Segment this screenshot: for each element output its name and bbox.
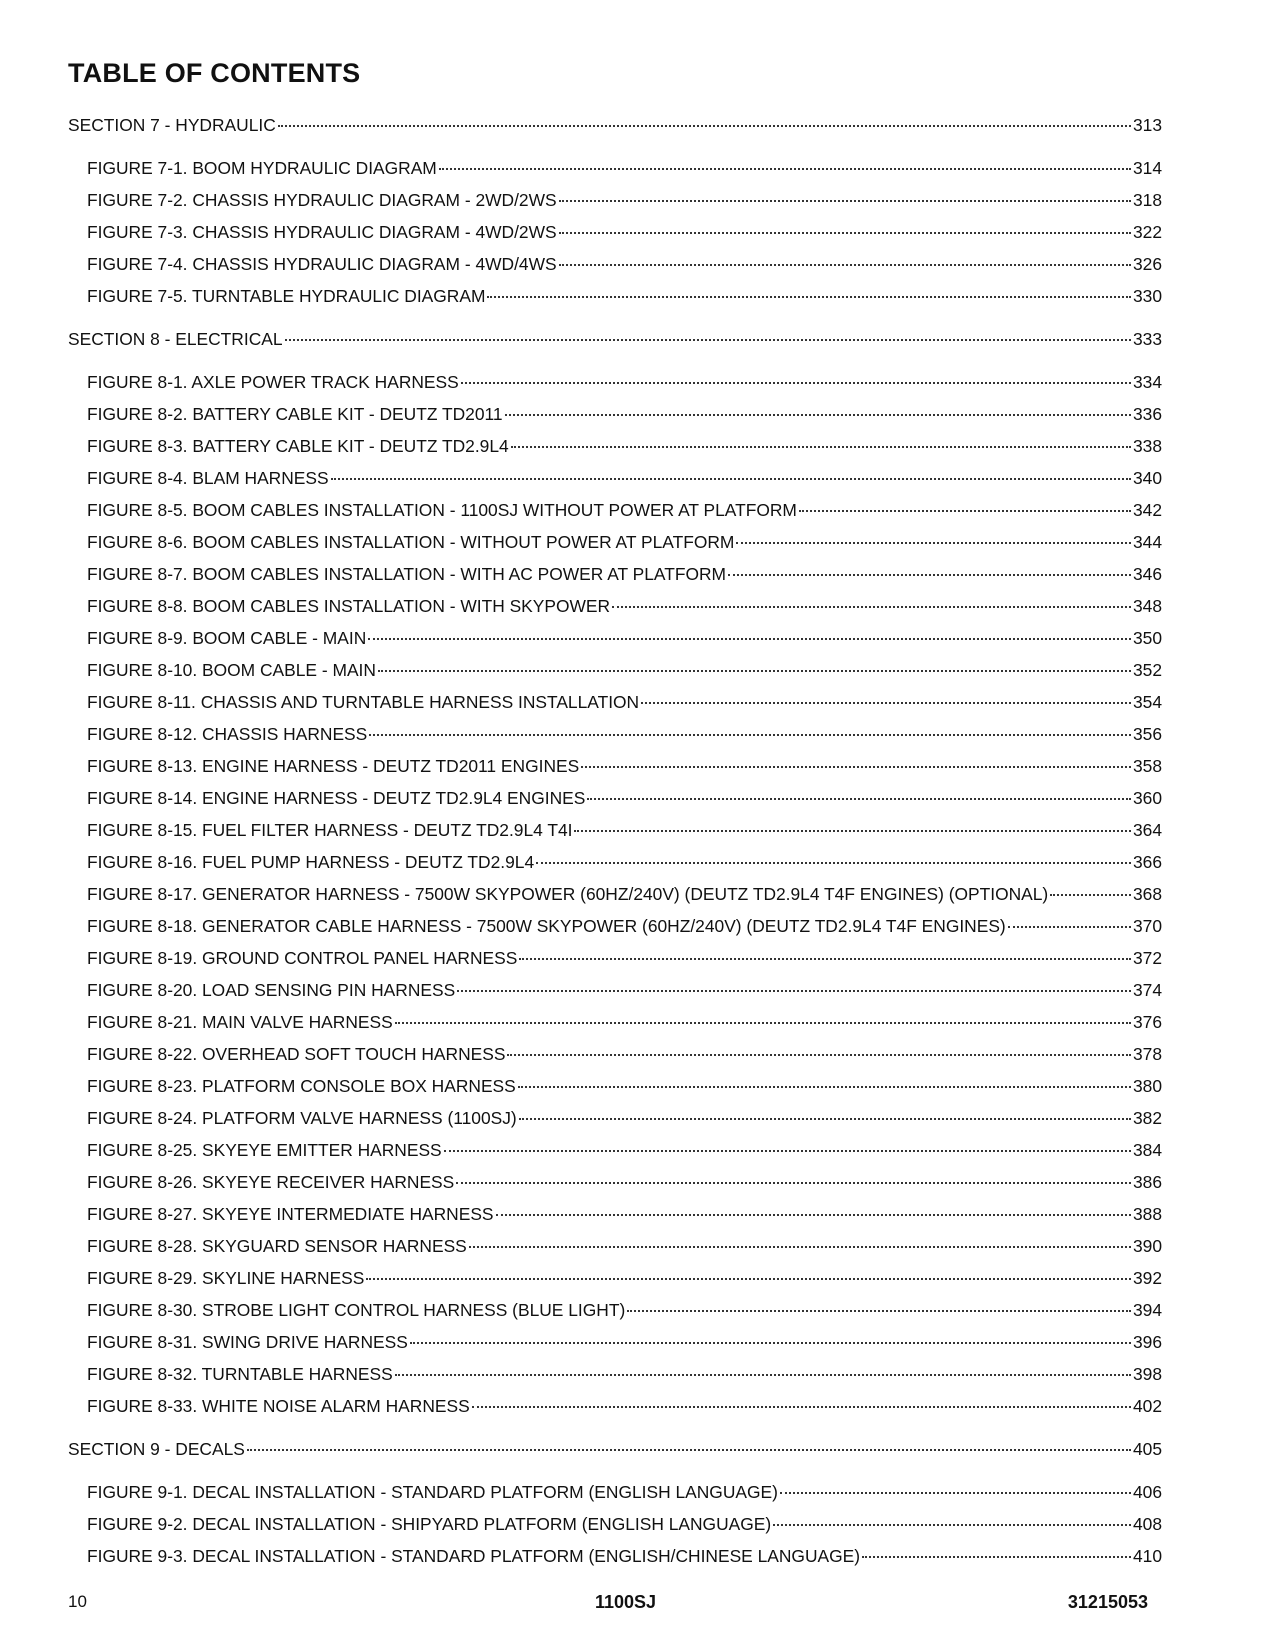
toc-figure-entry[interactable] bbox=[68, 1294, 1162, 1326]
dot-leader bbox=[536, 862, 1131, 864]
toc-figure-entry[interactable] bbox=[68, 184, 1162, 216]
toc-entry-label: FIGURE 7-3. CHASSIS HYDRAULIC DIAGRAM - 4WD/2WS bbox=[87, 222, 557, 242]
toc-figure-entry[interactable] bbox=[68, 1358, 1162, 1390]
toc-figure-entry[interactable] bbox=[68, 152, 1162, 184]
toc-figure-entry[interactable] bbox=[68, 686, 1162, 718]
toc-entry-label: FIGURE 8-29. SKYLINE HARNESS bbox=[87, 1268, 365, 1288]
dot-leader bbox=[378, 670, 1131, 672]
toc-section-entry[interactable] bbox=[68, 109, 1162, 141]
toc-entry-label: FIGURE 8-24. PLATFORM VALVE HARNESS (1100SJ) bbox=[87, 1108, 517, 1128]
toc-figure-entry[interactable] bbox=[68, 846, 1162, 878]
toc-entry-label: FIGURE 8-12. CHASSIS HARNESS bbox=[87, 724, 368, 744]
toc-entry-label: FIGURE 8-4. BLAM HARNESS bbox=[87, 468, 329, 488]
dot-leader bbox=[285, 339, 1131, 341]
dot-leader bbox=[469, 1246, 1131, 1248]
toc-entry-page-number: 388 bbox=[1132, 1204, 1162, 1224]
toc-figure-entry[interactable] bbox=[68, 494, 1162, 526]
toc-figure-entry[interactable] bbox=[68, 622, 1162, 654]
toc-figure-entry[interactable] bbox=[68, 1070, 1162, 1102]
toc-entry-label: FIGURE 8-3. BATTERY CABLE KIT - DEUTZ TD2.9L4 bbox=[87, 436, 509, 456]
toc-entry-page-number: 408 bbox=[1132, 1514, 1162, 1534]
dot-leader bbox=[369, 734, 1131, 736]
toc-entry-label: FIGURE 7-2. CHASSIS HYDRAULIC DIAGRAM - 2WD/2WS bbox=[87, 190, 557, 210]
dot-leader bbox=[395, 1374, 1131, 1376]
toc-entry-page-number: 340 bbox=[1132, 468, 1162, 488]
toc-entry-page-number: 374 bbox=[1132, 980, 1162, 1000]
toc-entry-label: FIGURE 8-23. PLATFORM CONSOLE BOX HARNESS bbox=[87, 1076, 516, 1096]
toc-entry-page-number: 334 bbox=[1132, 372, 1162, 392]
dot-leader bbox=[736, 542, 1131, 544]
toc-figure-entry[interactable] bbox=[68, 1262, 1162, 1294]
dot-leader bbox=[457, 990, 1131, 992]
toc-figure-entry[interactable] bbox=[68, 280, 1162, 312]
toc-entry-page-number: 398 bbox=[1132, 1364, 1162, 1384]
toc-figure-entry[interactable] bbox=[68, 878, 1162, 910]
toc-figure-entry[interactable] bbox=[68, 1390, 1162, 1422]
toc-entry-label: FIGURE 8-10. BOOM CABLE - MAIN bbox=[87, 660, 376, 680]
toc-entry-page-number: 346 bbox=[1132, 564, 1162, 584]
toc-entry-label: FIGURE 7-1. BOOM HYDRAULIC DIAGRAM bbox=[87, 158, 437, 178]
dot-leader bbox=[507, 1054, 1131, 1056]
toc-entry-page-number: 364 bbox=[1132, 820, 1162, 840]
toc-entry-label: FIGURE 8-9. BOOM CABLE - MAIN bbox=[87, 628, 367, 648]
toc-entry-label: FIGURE 9-2. DECAL INSTALLATION - SHIPYARD PLATFORM (ENGLISH LANGUAGE) bbox=[87, 1514, 772, 1534]
toc-entry-label: FIGURE 8-14. ENGINE HARNESS - DEUTZ TD2.9L4 ENGINES bbox=[87, 788, 586, 808]
toc-entry-page-number: 366 bbox=[1132, 852, 1162, 872]
toc-figure-entry[interactable] bbox=[68, 526, 1162, 558]
toc-entry-page-number: 405 bbox=[1132, 1439, 1162, 1459]
toc-entry-label: SECTION 9 - DECALS bbox=[68, 1439, 245, 1459]
dot-leader bbox=[627, 1310, 1131, 1312]
toc-entry-label: FIGURE 8-13. ENGINE HARNESS - DEUTZ TD2011 ENGINES bbox=[87, 756, 580, 776]
toc-entry-label: FIGURE 8-28. SKYGUARD SENSOR HARNESS bbox=[87, 1236, 467, 1256]
toc-figure-entry[interactable] bbox=[68, 398, 1162, 430]
toc-figure-entry[interactable] bbox=[68, 1038, 1162, 1070]
dot-leader bbox=[247, 1449, 1131, 1451]
toc-figure-entry[interactable] bbox=[68, 1508, 1162, 1540]
dot-leader bbox=[773, 1524, 1131, 1526]
toc-entry-label: FIGURE 8-27. SKYEYE INTERMEDIATE HARNESS bbox=[87, 1204, 494, 1224]
toc-entry-label: FIGURE 8-33. WHITE NOISE ALARM HARNESS bbox=[87, 1396, 470, 1416]
toc-figure-entry[interactable] bbox=[68, 654, 1162, 686]
dot-leader bbox=[496, 1214, 1131, 1216]
toc-figure-entry[interactable] bbox=[68, 750, 1162, 782]
toc-entry-label: FIGURE 8-21. MAIN VALVE HARNESS bbox=[87, 1012, 393, 1032]
toc-figure-entry[interactable] bbox=[68, 718, 1162, 750]
toc-entry-label: FIGURE 8-26. SKYEYE RECEIVER HARNESS bbox=[87, 1172, 455, 1192]
toc-entry-label: FIGURE 8-20. LOAD SENSING PIN HARNESS bbox=[87, 980, 456, 1000]
toc-entry-page-number: 382 bbox=[1132, 1108, 1162, 1128]
toc-entry-page-number: 372 bbox=[1132, 948, 1162, 968]
dot-leader bbox=[559, 232, 1131, 234]
toc-figure-entry[interactable] bbox=[68, 1326, 1162, 1358]
dot-leader bbox=[612, 606, 1131, 608]
toc-entry-label: FIGURE 8-22. OVERHEAD SOFT TOUCH HARNESS bbox=[87, 1044, 506, 1064]
page-title: TABLE OF CONTENTS bbox=[68, 58, 361, 88]
toc-entry-page-number: 344 bbox=[1132, 532, 1162, 552]
dot-leader bbox=[799, 510, 1131, 512]
dot-leader bbox=[395, 1022, 1131, 1024]
toc-entry-page-number: 378 bbox=[1132, 1044, 1162, 1064]
dot-leader bbox=[505, 414, 1131, 416]
toc-figure-entry[interactable] bbox=[68, 782, 1162, 814]
toc-entry-label: FIGURE 8-5. BOOM CABLES INSTALLATION - 1100SJ WITHOUT POWER AT PLATFORM bbox=[87, 500, 797, 520]
dot-leader bbox=[439, 168, 1131, 170]
toc-entry-page-number: 402 bbox=[1132, 1396, 1162, 1416]
toc-figure-entry[interactable] bbox=[68, 910, 1162, 942]
toc-entry-page-number: 326 bbox=[1132, 254, 1162, 274]
toc-entry-label: FIGURE 8-8. BOOM CABLES INSTALLATION - WITH SKYPOWER bbox=[87, 596, 611, 616]
toc-entry-page-number: 313 bbox=[1132, 115, 1162, 135]
toc-figure-entry[interactable] bbox=[68, 814, 1162, 846]
toc-entry-label: FIGURE 8-1. AXLE POWER TRACK HARNESS bbox=[87, 372, 459, 392]
dot-leader bbox=[728, 574, 1131, 576]
toc-figure-entry[interactable] bbox=[68, 1134, 1162, 1166]
footer-page-number: 10 bbox=[68, 1592, 87, 1611]
toc-entry-page-number: 406 bbox=[1132, 1482, 1162, 1502]
toc-figure-entry[interactable] bbox=[68, 430, 1162, 462]
dot-leader bbox=[587, 798, 1131, 800]
toc-figure-entry[interactable] bbox=[68, 1006, 1162, 1038]
toc-figure-entry[interactable] bbox=[68, 1102, 1162, 1134]
dot-leader bbox=[559, 264, 1131, 266]
toc-entry-page-number: 338 bbox=[1132, 436, 1162, 456]
footer-model: 1100SJ bbox=[595, 1592, 657, 1612]
toc-entry-label: SECTION 8 - ELECTRICAL bbox=[68, 329, 283, 349]
toc-section-entry[interactable] bbox=[68, 323, 1162, 355]
toc-entry-label: FIGURE 8-19. GROUND CONTROL PANEL HARNESS bbox=[87, 948, 518, 968]
toc-entry-page-number: 348 bbox=[1132, 596, 1162, 616]
toc-figure-entry[interactable] bbox=[68, 1476, 1162, 1508]
toc-entry-page-number: 350 bbox=[1132, 628, 1162, 648]
toc-entry-page-number: 358 bbox=[1132, 756, 1162, 776]
dot-leader bbox=[461, 382, 1131, 384]
dot-leader bbox=[1008, 926, 1131, 928]
toc-entry-page-number: 356 bbox=[1132, 724, 1162, 744]
toc-entry-label: FIGURE 8-11. CHASSIS AND TURNTABLE HARNESS INSTALLATION bbox=[87, 692, 640, 712]
toc-entry-label: FIGURE 8-31. SWING DRIVE HARNESS bbox=[87, 1332, 408, 1352]
toc-entry-page-number: 314 bbox=[1132, 158, 1162, 178]
toc-entry-label: FIGURE 7-4. CHASSIS HYDRAULIC DIAGRAM - 4WD/4WS bbox=[87, 254, 557, 274]
dot-leader bbox=[574, 830, 1131, 832]
toc-entry-page-number: 396 bbox=[1132, 1332, 1162, 1352]
toc-entry-label: FIGURE 8-32. TURNTABLE HARNESS bbox=[87, 1364, 393, 1384]
toc-figure-entry[interactable] bbox=[68, 942, 1162, 974]
toc-entry-page-number: 376 bbox=[1132, 1012, 1162, 1032]
toc-entry-page-number: 394 bbox=[1132, 1300, 1162, 1320]
dot-leader bbox=[519, 1118, 1131, 1120]
dot-leader bbox=[487, 296, 1131, 298]
toc-entry-page-number: 384 bbox=[1132, 1140, 1162, 1160]
toc-entry-page-number: 410 bbox=[1132, 1546, 1162, 1566]
dot-leader bbox=[862, 1556, 1131, 1558]
toc-entry-label: FIGURE 8-15. FUEL FILTER HARNESS - DEUTZ TD2.9L4 T4I bbox=[87, 820, 573, 840]
toc-figure-entry[interactable] bbox=[68, 248, 1162, 280]
toc-entry-label: FIGURE 8-2. BATTERY CABLE KIT - DEUTZ TD2011 bbox=[87, 404, 503, 424]
dot-leader bbox=[456, 1182, 1131, 1184]
toc-figure-entry[interactable] bbox=[68, 1198, 1162, 1230]
dot-leader bbox=[278, 125, 1131, 127]
toc-entry-page-number: 322 bbox=[1132, 222, 1162, 242]
footer-document-number: 31215053 bbox=[1067, 1592, 1148, 1612]
dot-leader bbox=[331, 478, 1131, 480]
dot-leader bbox=[518, 1086, 1131, 1088]
toc-entry-label: FIGURE 8-17. GENERATOR HARNESS - 7500W SKYPOWER (60HZ/240V) (DEUTZ TD2.9L4 T4F ENGINES) (OPTIONAL) bbox=[87, 884, 1049, 904]
toc-entry-page-number: 370 bbox=[1132, 916, 1162, 936]
page-footer bbox=[68, 1587, 1148, 1617]
toc-entry-page-number: 386 bbox=[1132, 1172, 1162, 1192]
dot-leader bbox=[519, 958, 1131, 960]
toc-list bbox=[68, 109, 1162, 1572]
dot-leader bbox=[641, 702, 1131, 704]
toc-entry-page-number: 352 bbox=[1132, 660, 1162, 680]
toc-figure-entry[interactable] bbox=[68, 590, 1162, 622]
toc-entry-page-number: 333 bbox=[1132, 329, 1162, 349]
dot-leader bbox=[581, 766, 1131, 768]
toc-entry-label: FIGURE 7-5. TURNTABLE HYDRAULIC DIAGRAM bbox=[87, 286, 486, 306]
dot-leader bbox=[472, 1406, 1131, 1408]
dot-leader bbox=[444, 1150, 1131, 1152]
toc-entry-label: FIGURE 8-18. GENERATOR CABLE HARNESS - 7500W SKYPOWER (60HZ/240V) (DEUTZ TD2.9L4 T4F ENGINES) bbox=[87, 916, 1006, 936]
toc-entry-label: FIGURE 9-3. DECAL INSTALLATION - STANDARD PLATFORM (ENGLISH/CHINESE LANGUAGE) bbox=[87, 1546, 861, 1566]
toc-figure-entry[interactable] bbox=[68, 462, 1162, 494]
toc-section-entry[interactable] bbox=[68, 1433, 1162, 1465]
toc-entry-page-number: 360 bbox=[1132, 788, 1162, 808]
toc-entry-label: FIGURE 8-6. BOOM CABLES INSTALLATION - WITHOUT POWER AT PLATFORM bbox=[87, 532, 735, 552]
toc-entry-label: FIGURE 9-1. DECAL INSTALLATION - STANDARD PLATFORM (ENGLISH LANGUAGE) bbox=[87, 1482, 778, 1502]
dot-leader bbox=[780, 1492, 1131, 1494]
toc-entry-label: FIGURE 8-16. FUEL PUMP HARNESS - DEUTZ TD2.9L4 bbox=[87, 852, 535, 872]
toc-entry-label: FIGURE 8-25. SKYEYE EMITTER HARNESS bbox=[87, 1140, 442, 1160]
toc-entry-label: FIGURE 8-7. BOOM CABLES INSTALLATION - WITH AC POWER AT PLATFORM bbox=[87, 564, 727, 584]
toc-entry-page-number: 390 bbox=[1132, 1236, 1162, 1256]
toc-figure-entry[interactable] bbox=[68, 366, 1162, 398]
toc-entry-page-number: 318 bbox=[1132, 190, 1162, 210]
dot-leader bbox=[368, 638, 1131, 640]
toc-entry-page-number: 330 bbox=[1132, 286, 1162, 306]
dot-leader bbox=[559, 200, 1131, 202]
toc-figure-entry[interactable] bbox=[68, 1230, 1162, 1262]
toc-entry-page-number: 368 bbox=[1132, 884, 1162, 904]
toc-entry-page-number: 342 bbox=[1132, 500, 1162, 520]
toc-entry-page-number: 380 bbox=[1132, 1076, 1162, 1096]
toc-figure-entry[interactable] bbox=[68, 974, 1162, 1006]
toc-figure-entry[interactable] bbox=[68, 558, 1162, 590]
dot-leader bbox=[1050, 894, 1131, 896]
toc-figure-entry[interactable] bbox=[68, 1540, 1162, 1572]
toc-figure-entry[interactable] bbox=[68, 216, 1162, 248]
dot-leader bbox=[410, 1342, 1131, 1344]
toc-entry-page-number: 336 bbox=[1132, 404, 1162, 424]
toc-entry-page-number: 354 bbox=[1132, 692, 1162, 712]
toc-figure-entry[interactable] bbox=[68, 1166, 1162, 1198]
toc-entry-label: FIGURE 8-30. STROBE LIGHT CONTROL HARNESS (BLUE LIGHT) bbox=[87, 1300, 626, 1320]
dot-leader bbox=[366, 1278, 1131, 1280]
toc-entry-page-number: 392 bbox=[1132, 1268, 1162, 1288]
dot-leader bbox=[511, 446, 1131, 448]
toc-entry-label: SECTION 7 - HYDRAULIC bbox=[68, 115, 276, 135]
